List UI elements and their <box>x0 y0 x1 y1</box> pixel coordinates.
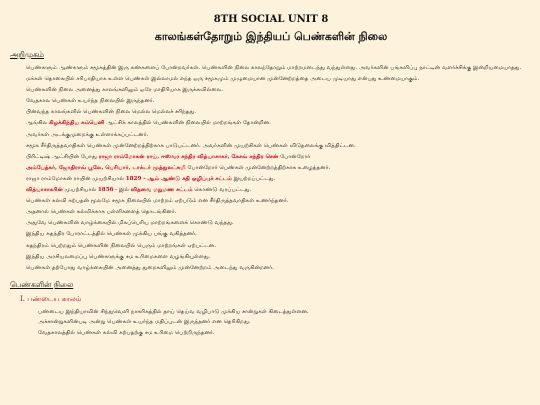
intro-point <box>26 152 532 163</box>
intro-point <box>26 252 532 263</box>
highlighted-text: ராஜா ராம்மோகன் ராய், ஈஸ்வர சந்திர வித்யாசாகர், கேசவ் சந்திர சென் <box>98 153 279 160</box>
intro-point <box>26 185 532 196</box>
point-text: சுதந்திரம் பெற்றதும் பெண்களின் நிலையில் பெரும் மாற்றங்கள் ஏற்பட்டன. <box>26 242 216 249</box>
intro-point <box>26 263 532 274</box>
point-text: வேதகால பெண்கள் உயர்ந்த நிலையில் இருந்தனர். <box>26 98 155 105</box>
intro-point <box>26 96 532 107</box>
point-text: பின்வந்த காலங்களில் பெண்களின் நிலை மெல்ல மெல்லச் சரிந்தது. <box>26 109 196 116</box>
subsection-point: 3. வேதகாலத்தில் பெண்கள் கல்வி கற்பதற்கு சம உரிமை பெற்றிருந்தனர். <box>38 328 532 339</box>
intro-point <box>26 174 532 185</box>
point-text: பிரிட்டிஷ் ஆட்சியின் போது <box>26 153 99 160</box>
document-subtitle: காலங்கள்தோறும் இந்தியப் பெண்களின் நிலை <box>154 30 388 43</box>
highlighted-text: வித்யாசாகரின் <box>26 187 63 194</box>
point-text: சமூக சீர்திருத்தவாதிகள் பெண்கள் முன்னேற்றத்திற்காக பாடுபட்டனர். அவர்களின் முயற்சிகள் பெண்கள் விடுதலைக்கு வித்திட்டன. <box>26 142 356 149</box>
highlighted-text: 1829 - ஆம் ஆண்டு சதி ஒழிப்புச் சட்டம் <box>125 175 232 182</box>
intro-point <box>26 141 532 152</box>
document-title: 8TH SOCIAL UNIT 8 <box>213 14 329 25</box>
subsection-point: 1. பண்டைய இந்தியாவின் சிந்துவெளி நாகரிகத்தில் தாய் தெய்வ வழிபாடு முக்கிய சான்றுகள் கிடைத்துள்ளன. <box>38 307 532 318</box>
highlighted-text: அம்பேத்கர், ஜோதிராவ் பூலே, பெரியார், டாக்டர் முத்துலட்சுமி <box>26 164 186 171</box>
intro-point <box>26 218 532 229</box>
status-heading: பெண்களின் நிலை <box>10 279 74 289</box>
intro-point <box>26 118 532 129</box>
highlighted-text: விதவை மறுமண சட்டம் <box>130 187 193 194</box>
intro-point <box>26 196 532 207</box>
subsection-point: 2. அச்சான்றுகளின்படி அன்று பெண்கள் உயர்ந்த மதிப்புடன் இருந்தனர் என தெரிகிறது. <box>38 317 532 328</box>
point-text: அவர்கள் அடக்குமுறைக்கு உள்ளாக்கப்பட்டனர். <box>26 131 149 138</box>
point-text: பெண்களும் ஆண்களும் சமூகத்தின் இரு கண்களைப் போன்றவர்கள். பெண்களின் நிலை காலந்தோறும் மாற்றமடைந்து வந்துள்ளது. அவர்களின் பங்களிப்பு நாட்டின் வளர்ச்சிக்கு இன்றியமையாதது. <box>26 65 522 71</box>
subsection-points-list <box>10 307 532 339</box>
subsection-heading: I. பண்டைய காலம் <box>20 294 82 303</box>
point-text: இயற்றப்பட்டது. <box>231 175 276 182</box>
intro-point <box>26 130 532 141</box>
intro-point <box>26 207 532 218</box>
intro-point <box>26 74 532 85</box>
intro-point <box>26 229 532 240</box>
point-text: போன்றோர் பெண்கள் முன்னேற்றத்திற்காக உழைத்தனர். <box>185 164 331 171</box>
intro-point <box>26 107 532 118</box>
highlighted-text: 1856 <box>97 187 114 194</box>
intro-heading: அறிமுகம் <box>10 50 44 59</box>
point-text: பெண்கள் தற்போது வாழ்க்கையின் அனைத்து துறைகளிலும் முன்னேற்றம் அடைந்து வருகின்றனர். <box>26 264 274 271</box>
point-text: பெண்களின் நிலை அனைத்து காலங்களிலும் ஒரே மாதிரியாக இருக்கவில்லை. <box>26 87 223 94</box>
point-text: ராஜா ராம்மோகன் ராயின் முயற்சியால் <box>26 175 126 182</box>
point-text: - இல் <box>113 187 131 194</box>
intro-points-list <box>10 63 532 274</box>
point-text: இந்திய அரசியலமைப்பு பெண்களுக்கு சம உரிமைகளை வழங்கியுள்ளது. <box>26 253 211 260</box>
intro-point <box>26 163 532 174</box>
point-text: அதனால் பெண்கள் கல்விக்காக பள்ளிகளைத் தொடங்கினர். <box>26 209 177 216</box>
point-text: கொண்டு வரப்பட்டது. <box>192 187 252 194</box>
intro-point <box>26 63 532 74</box>
highlighted-text: கிழக்கிந்திய கம்பெனி <box>48 120 105 127</box>
point-text: ஆட்சிக் காலத்தில் பெண்களின் நிலையில் மாற்றங்கள் தோன்றின. <box>104 120 271 127</box>
point-text: மக்கள் தொகையில் சரிபாதியாக உள்ள பெண்கள் இல்லாமல் எந்த ஒரு சமூகமும் முழுமையான முன்னேற்றத்தை அடைய முடியாது என்பது உண்மையாகும். <box>26 76 420 83</box>
intro-point <box>26 85 532 96</box>
point-text: ஆங்கில <box>26 120 49 127</box>
point-text: முயற்சியால் <box>62 187 98 194</box>
point-text: பெண்கள் கல்வி கற்பதன் மூலமே சமூக நிலையில் மாற்றம் ஏற்படும் என சீர்திருத்தவாதிகள் உணர்ந்தனர். <box>26 198 289 205</box>
point-text: இந்திய சுதந்திர போராட்டத்தில் பெண்கள் முக்கிய பங்கு வகித்தனர். <box>26 231 197 238</box>
intro-point <box>26 241 532 252</box>
point-text: போன்றோர் <box>278 153 311 160</box>
point-text: அதுவே பெண்களின் வாழ்க்கையில் மிகப்பெரிய மாற்றங்களைக் கொண்டு வந்தது. <box>26 220 234 227</box>
